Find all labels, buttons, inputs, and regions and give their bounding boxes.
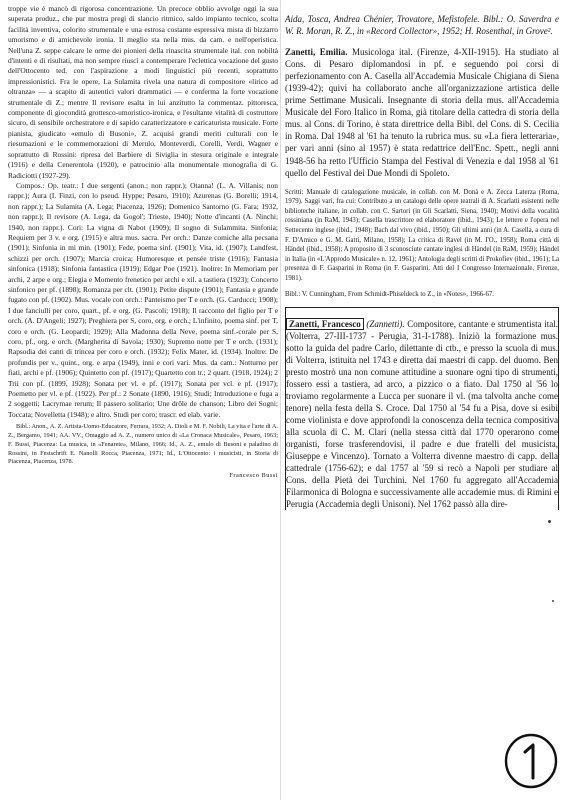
left-bibliography: Bibl.: Anon., A. Z. Artista-Uomo-Educatore, Ferrara, 1932; A. Dioli e M. F. Nobili, La vita e l'arte di A. Z., Bergamo, 1941; AA. VV., Omaggio ad A. Z., numero unico di «La Cronaca Musicale», Pesaro, 1963; F. Bussi, Piacenza: La musica, in «Fenarete», Milano, 1966; Id., A. Z., emulo di Busoni e paladino di Rossini, in Festschrift E. Nanolli Rocca, Piacenza, 1971; Id., L'Ottocento: i musicisti, in Storia di Piacenza, Piacenza, 1978.	[8, 423, 278, 466]
scan-speck	[548, 520, 551, 523]
right-column	[285, 4, 559, 519]
scan-speck	[552, 600, 554, 602]
right-top-lines: Aida, Tosca, Andrea Chénier, Trovatore, Mefistofele. Bibl.: O. Saverdra e W. R. Moran, R. Z., in «Record Collector», 1952; H. Rosenthal, in Grove².	[285, 14, 559, 37]
entry-alias-francesco: (Zannetti).	[366, 318, 405, 329]
left-column	[8, 4, 278, 482]
entry-francesco-zanetti	[285, 307, 559, 511]
left-compositions: Compos.: Op. teatr.: I due sergenti (anon.; non rappr.); Otanna! (L. A. Villanis; non rappr.); Aura (I. Finzi, con lo pseud. Hyppe; Pesaro, 1910); Azurenas (G. Borelli; 1914, non rappr.); La Sulamita (A. Lega; Piacenza, 1926); Domenico Santorno (G. Fara; 1932, non rappr.); Il revisore (A. Lega, da Gogol'; Trieste, 1940); Notte d'incanti (A. Ninchi; 1940, non rappr.). Cori: La vigna di Nabot (1909); Il sogno di Sulammita. Sinfonia; Requiem per 3 v. e org. (1915) e altra mus. sacra. Per orch.: Danze comiche alla pecsana (1901); Sinfonia in mi min. (1901); Fede, poema sinf. (1901); Vita, id. (1907); Landfest, schizzi per orch. (1907); Marcia croica; Humoresque et pensée triste (1916); Fantasia sinfonica (1918); Sinfonia fantastica (1919); Edgar Poe (1921). Inoltre: In Memoriam per archi, 2 arpe e org.; Elegia e Momento frenetico per archi e xil. a tastiera (1923); Concerto sinfonico per pf. (1898); Romanza per clt. (1901); Petite dispute (1901); Fantasia e grande fugato con pf. (1902). Mus. vocale con orch.: Panteismo per T e orch. (G. Carducci; 1908); I due fanciulli per coro, quart., pf. e org. (G. Pascoli; 1918); Il racconto del figlio per T e orch. (A. D'Angeli; 1927); Preghiera per S, coro, org. e orch.; L'infinito, poema sinf. per T, coro e orch. (G. Leopardi; 1929); Alla Madonna della Neve, poema sinf.-corale per S, coro, pf., org. e orch. (Margherita di Savoia; 1930); Supremo notte per T e orch. (1931); Rapsodia dei canti di trincea per coro e orch. (1932); Felix Mater, id. (1934). Inoltre: De profundis per v., quint., org. e arpa (1949), inni e cori vari. Mus. da cam.: Notturno per fiati, archi e pf. (1906); Quintetto con pf. (1917); Quartetto con tr.; 2 quart. (1918, 1924); 2 Trii con pf. (1899, 1928); Sonata per vl. e pf. (1917); Sonata per vcl. e pf. (1917); Poemetto per vl. e pf. (1922). Per pf.: 2 Sonate (1890, 1916); Studi; Introduzione e fuga a 2 soggetti; Lacrymae rerum; Il passero solitario; Une drôle de chanson; Libro dei Sogni; Toccata; Novelletta (1948); e altro. Studi per coro; trascr. ed elab. varie.	[8, 180, 278, 419]
left-paragraph-1: troppe vie è mancò di rigorosa concentrazione. Un precoce obblio avvolge oggi la sua superata produz., che pur mostra pregi di slancio ritmico, saldo impianto tecnico, scolta facilità inventiva, colorito strumentale e una estrosa costante espressiva mista di bizzarro umorismo e di amichevole ironia. Il meglio sta nella mus. da cam. e nell'operistica. Nell'una Z. seppe calcare le orme dei pionieri della rinascita strumentale ital. con nobiltà d'intenti e di risultati, ma non sempre riuscì a contemperare l'eclettica vocazione del gusto dell'Ottocento ted. con l'aspirazione a modi linguistici più recenti, soprattutto impressionistici. Fra le opere, La Sulamita rivela una natura di compositore «lirico ad oltranza» — a scapito di autentici valori drammatici — e conferma la forte vocazione strumentale di Z.; mentre Il revisore esalta in lui anzitutto la commentaz. pittoresca, componente di giocondità grottesco-umoristico-ironica, e l'esultante vitalità di costruttore sicuro, di sensibile orchestratore e di sapido caratterizzatore e caricaturista musicale. Forte pianista, giudicato «emulo di Busoni», Z. acquisì grandi meriti culturali con le riesumazioni e le commemorazioni di Merulo, Monteverdi, Corelli, Verdi, Wagner e soprattutto di Rossini: ripresa del Barbiere di Siviglia in stesura originale e integrale (1916) e della Cenerentola (1920), e patrocinio alla monumentale monografia di G. Radiciotti (1927-29).	[8, 4, 278, 180]
entry-title-francesco: Zanetti, Francesco	[286, 318, 364, 330]
entry-title-emilia: Zanetti, Emilia.	[285, 47, 348, 58]
handwritten-circled-number	[503, 732, 559, 790]
author-signature: Francesco Bussi	[229, 472, 278, 480]
emilia-writings: Scritti: Manuale di catalogazione musicale, in collab. con M. Donà e A. Zecca Laterza (Roma, 1979). Saggi vari, fra cui: Contributo a un catalogo delle opere teatrali di A. Scarlatti esistenti nelle biblioteche italiane, in collab. con C. Sartori (in Gli Scarlatti, Siena, 1940); Motivi della vocalità rossiniana (in RaM, 1943); Casella trascrittore ed elaboratore (ibid., 1943); Le lettere e l'opera nel Settecento inglese (ibid., 1948); Bach dal vivo (ibid., 1950); Gli ultimi anni (in A. Casella, a cura di F. D'Amico e G. M. Gatti, Milano, 1958); La critica di Ravel (in M. I'O., 1958); Roma città di Händel (ibid., 1958); A proposito di 3 sconosciute cantate inglesi di Händel (in RaM, 1959); Händel in Italia (in «L'Approdo Musicale» n. 12, 1961); Antologia degli scritti di Prokofiev (ibid., 1961); La presenza di F. Gasparini in Roma (in F. Gasparini. Atti del I Congresso Internazionale, Firenze, 1981).	[285, 188, 559, 282]
entry-text-francesco: Compositore, cantante e strumentista ital. (Volterra, 27-III-1737 - Perugia, 31-I-1788). Iniziò la formazione mus. sotto la guida del padre Carlo, dilettante di ctb., e presso la scuola di mus. di Volterra, istituita nel 1743 e diretta dai maestri di capp. del duomo. Ben presto mostrò una non comune attitudine a suonare ogni tipo di strumenti, fossero essi a tastiera, ad arco, a pizzico o a fiato. Dal 1750 al '56 lo troviamo regolarmente a Lucca per suonare il vl. (ma talvolta anche come tenore) nella festa della S. Croce. Dal 1750 al '54 fu a Pisa, dove si esibì come violinista e dove approfondì la conoscenza della tecnica compositiva alla scuola di C. M. Clari (nella stessa città dal 1770 operarono come organisti, forse trasferendovisi, il padre e due fratelli del musicista, Giuseppe e Vincenzo). Tornato a Volterra divenne maestro di capp. della cattedrale (1756-62); e dal 1757 al '59 si recò a Napoli per studiare al Cons. della Pietà dei Turchini. Nel 1760 fu aggregato all'Accademia Filarmonica di Bologna e successivamente alle accademie mus. di Rimini e Perugia (Accademia degli Unisoni). Nel 1762 passò alla dire-	[286, 318, 558, 510]
page-fold	[280, 0, 281, 800]
entry-text-emilia: Musicologa ital. (Firenze, 4-XII-1915). Ha studiato al Cons. di Pesaro diplomandosi in pf. e seguendo poi corsi di perfezionamento con A. Casella all'Accademia Musicale Chigiana di Siena (1939-42); quivi ha collaborato anche all'organizzazione artistica delle prime Settimane Musicali. Insegnante di storia della mus. all'Accademia Musicale del Foro Italico in Roma, già titolare della cattedra di storia della mus. al Cons. di Torino, è stata direttrice della Bibl. del Cons. di S. Cecilia in Roma. Dal 1948 al '61 ha tenuto la rubrica mus. su «La fiera letteraria», per vari anni (sino al 1957) è stata redattrice dell'Enc. Spett., negli anni 1948-56 ha retto l'Ufficio Stampa del Festival di Venezia e dal 1958 al '61 quello del Festival dei Due Mondi di Spoleto.	[285, 47, 560, 178]
entry-emilia-zanetti	[285, 46, 559, 300]
emilia-bibliography: Bibl.: V. Cunningham, From Schmidt-Phiseldeck to Z., in «Notes», 1966-67.	[285, 291, 494, 299]
